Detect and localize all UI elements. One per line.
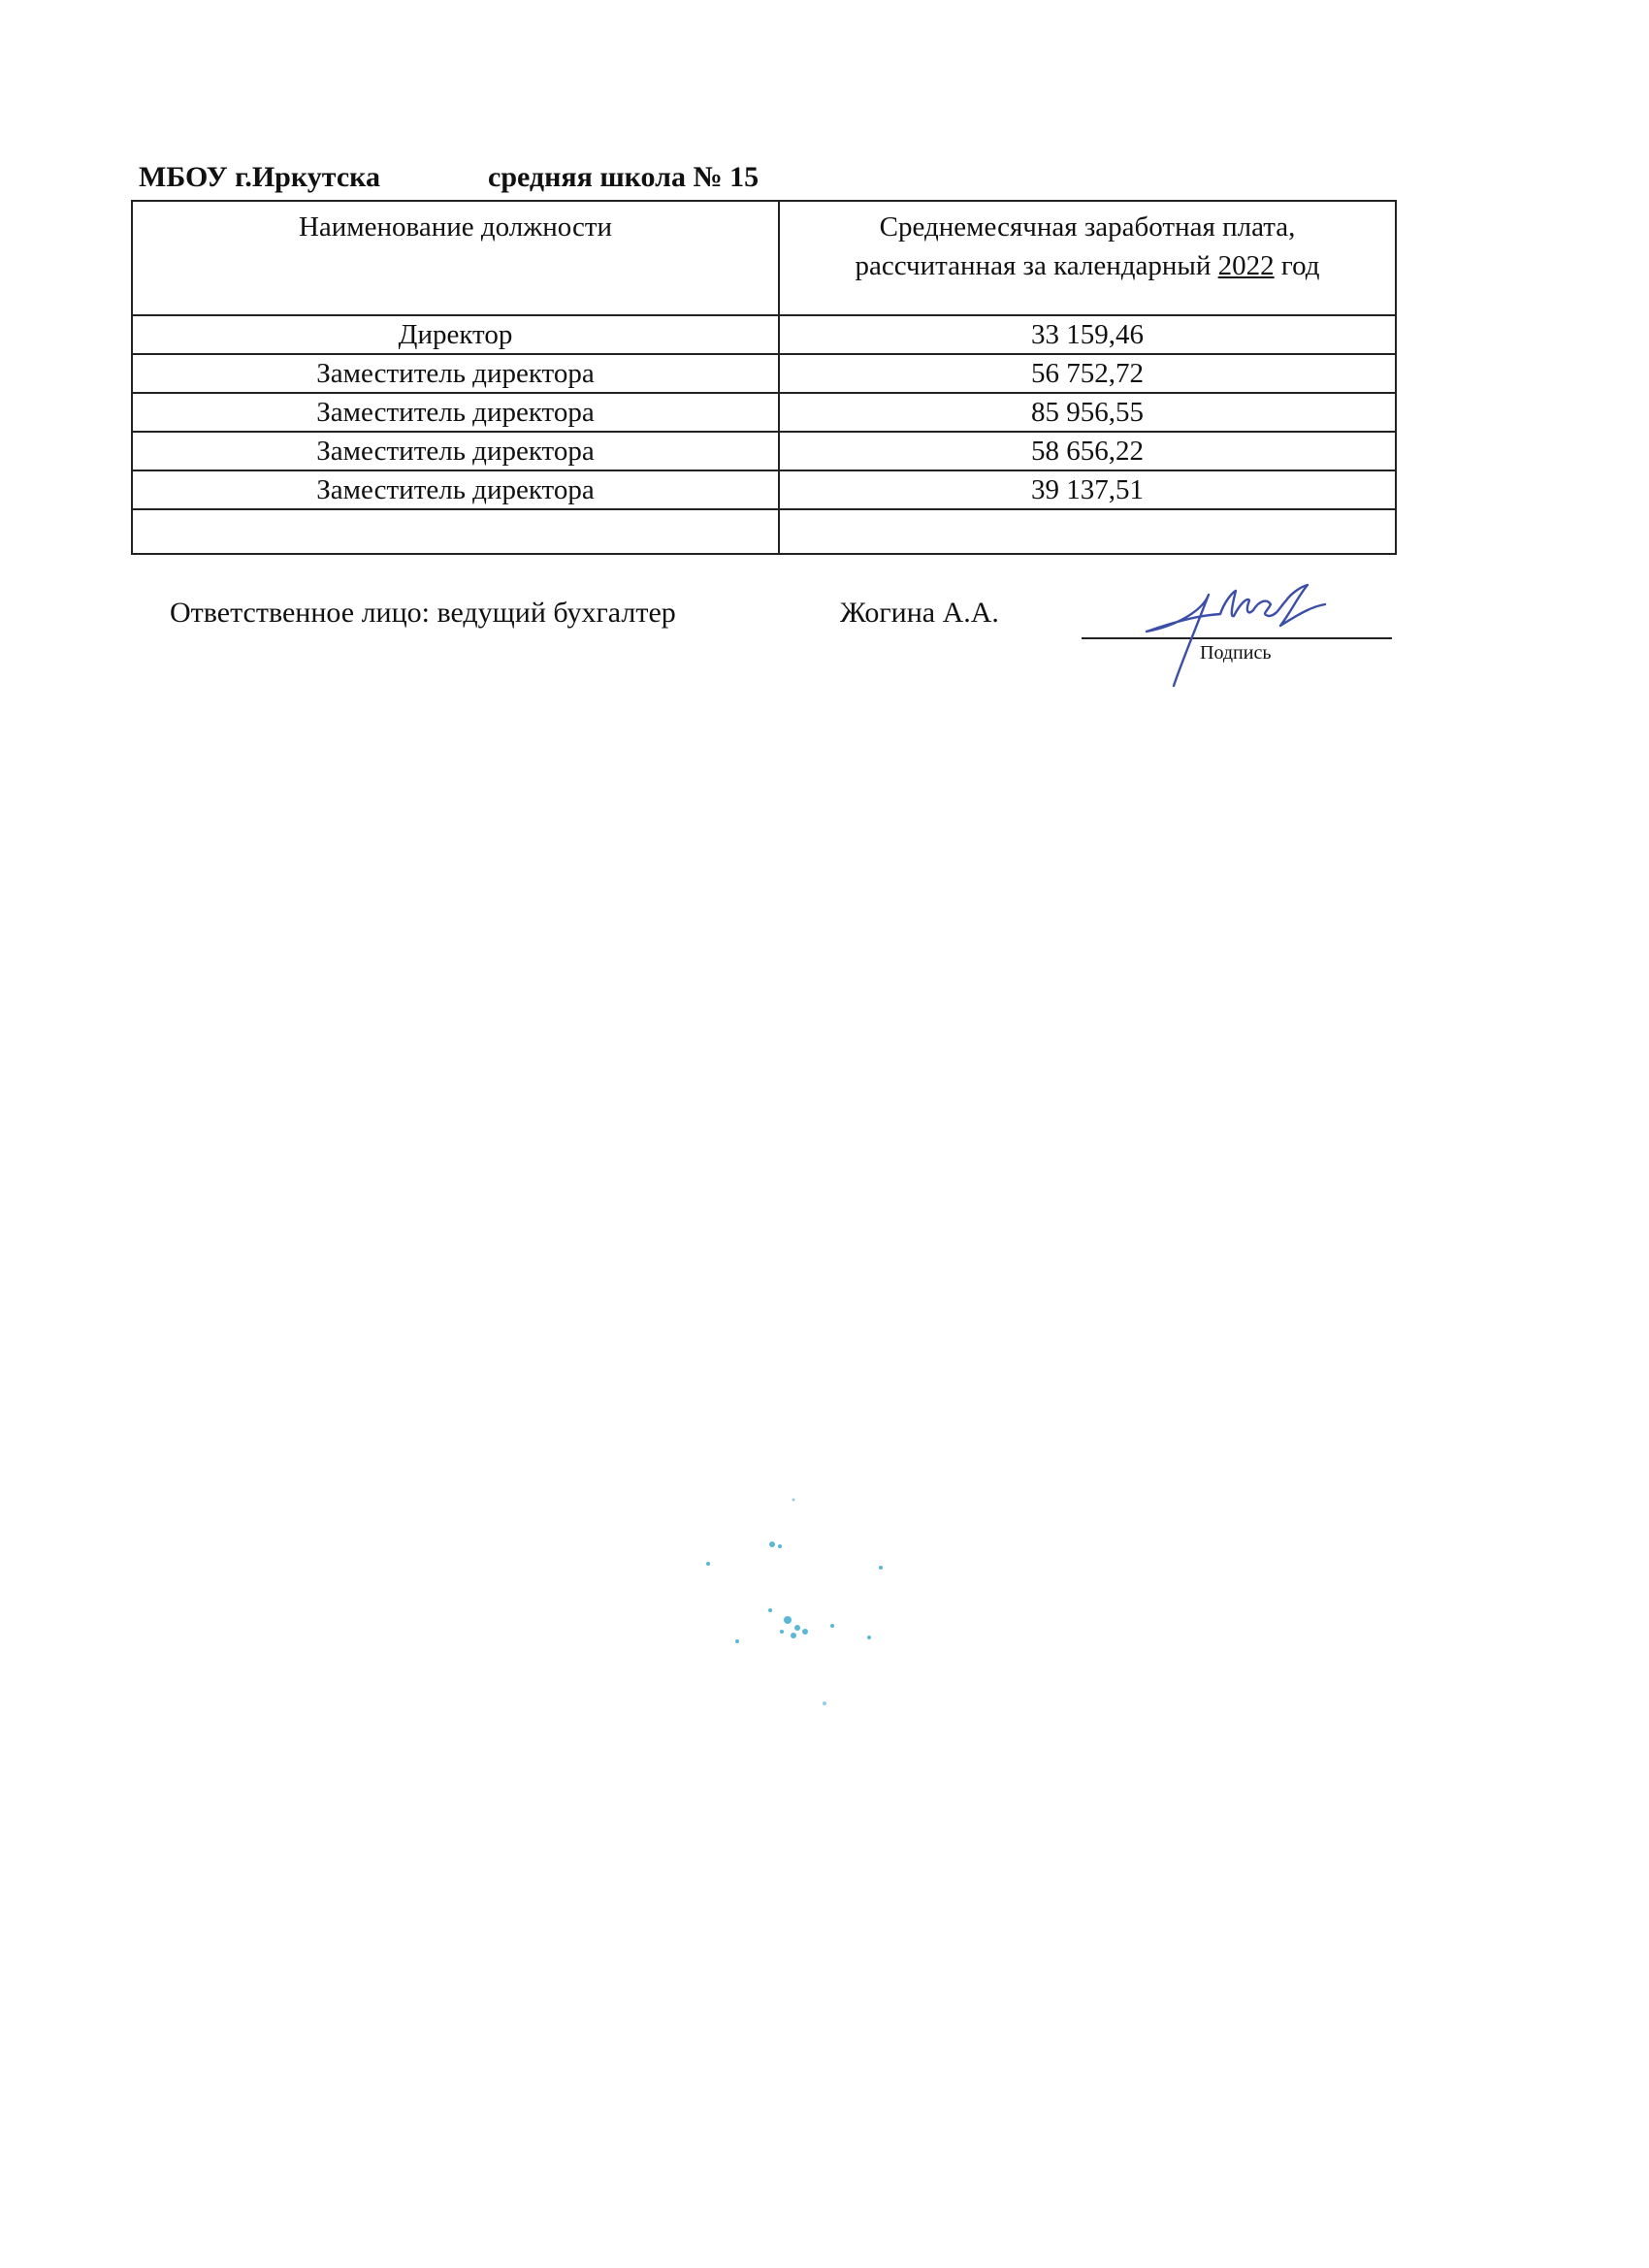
position-cell: Заместитель директора (132, 354, 779, 393)
school-name: средняя школа № 15 (488, 161, 760, 193)
salary-header-line1: Среднемесячная заработная плата, (879, 211, 1296, 243)
table-row (132, 354, 1396, 393)
position-cell: Заместитель директора (132, 393, 779, 432)
table-row (132, 470, 1396, 509)
salary-header-year: 2022 (1217, 250, 1275, 281)
document-header (139, 161, 760, 194)
salary-column-header (779, 201, 1396, 315)
speck (879, 1566, 883, 1570)
speck (823, 1701, 826, 1705)
salary-cell: 56 752,72 (779, 354, 1396, 393)
speck (735, 1639, 739, 1643)
handwritten-signature (1135, 577, 1339, 694)
signature-label: Подпись (1200, 642, 1272, 664)
position-column-header: Наименование должности (132, 201, 779, 315)
speck (867, 1636, 871, 1639)
position-cell: Заместитель директора (132, 470, 779, 509)
speck (706, 1562, 710, 1566)
responsible-person: Ответственное лицо: ведущий бухгалтер (170, 597, 676, 629)
speck (802, 1629, 808, 1635)
organization-name: МБОУ г.Иркутска (139, 161, 380, 193)
table-row (132, 315, 1396, 354)
speck (830, 1624, 834, 1628)
speck (784, 1616, 792, 1624)
empty-cell (132, 509, 779, 554)
table-row (132, 432, 1396, 470)
accountant-name: Жогина А.А. (840, 597, 999, 629)
salary-cell: 58 656,22 (779, 432, 1396, 470)
speck (791, 1633, 796, 1638)
salary-cell: 33 159,46 (779, 315, 1396, 354)
speck (794, 1625, 800, 1631)
table-row (132, 393, 1396, 432)
salary-cell: 39 137,51 (779, 470, 1396, 509)
salary-header-line2-suffix: год (1280, 250, 1320, 281)
table-header-row (132, 201, 1396, 315)
speck (780, 1630, 784, 1634)
salary-cell: 85 956,55 (779, 393, 1396, 432)
speck (778, 1544, 782, 1548)
speck (792, 1499, 795, 1502)
position-cell: Заместитель директора (132, 432, 779, 470)
empty-cell (779, 509, 1396, 554)
empty-table-row (132, 509, 1396, 554)
speck (769, 1541, 775, 1547)
signature-stroke (1147, 585, 1325, 686)
salary-table (131, 200, 1397, 555)
salary-header-line2-prefix: рассчитанная за календарный (855, 250, 1212, 281)
speck (768, 1608, 772, 1612)
position-cell: Директор (132, 315, 779, 354)
scan-specks (679, 1474, 931, 1727)
